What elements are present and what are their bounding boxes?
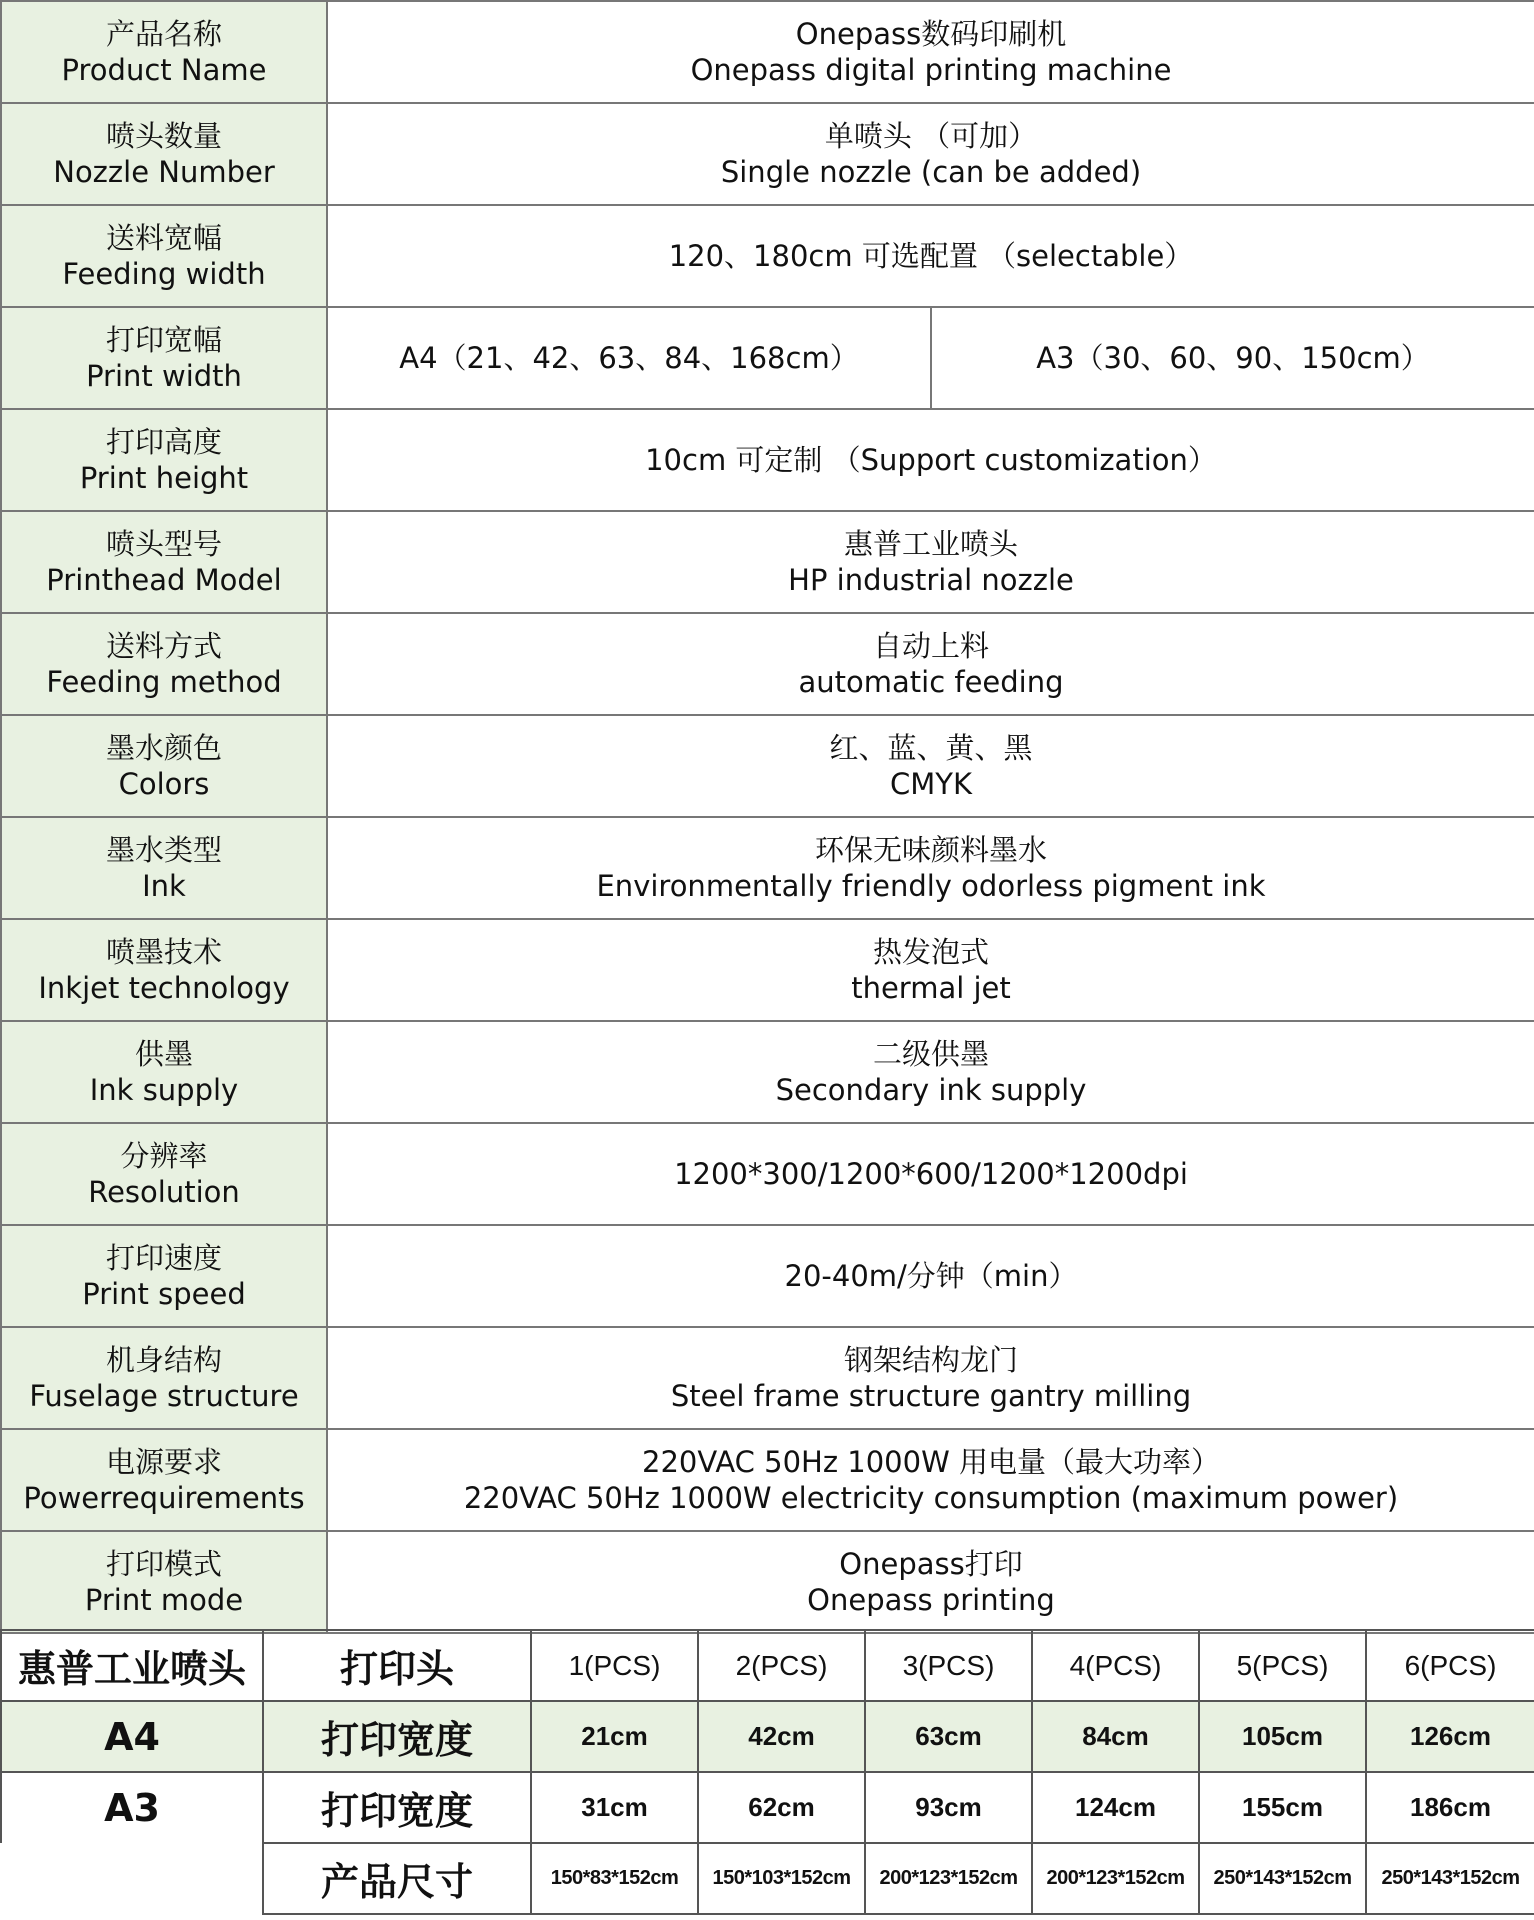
value-zh: 钢架结构龙门 — [843, 1343, 1018, 1377]
label-en: Print mode — [84, 1583, 244, 1617]
a3-width-cell: 124cm — [1032, 1772, 1199, 1843]
value-en: Onepass digital printing machine — [690, 53, 1172, 87]
value-en: 220VAC 50Hz 1000W electricity consumption (maximum power) — [463, 1481, 1399, 1515]
spec-label — [1, 817, 327, 919]
spec-row-print-width — [1, 307, 1534, 409]
value-zh: Onepass打印 — [839, 1547, 1023, 1581]
spec-label — [1, 409, 327, 511]
printhead-header-row — [1, 1630, 1534, 1701]
spec-row-ink-supply — [1, 1021, 1534, 1123]
label-en: Resolution — [88, 1175, 240, 1209]
spec-value: 1200*300/1200*600/1200*1200dpi — [327, 1123, 1534, 1225]
spec-value-a4: A4（21、42、63、84、168cm） — [327, 307, 931, 409]
spec-label — [1, 1531, 327, 1633]
spec-value — [327, 613, 1534, 715]
spec-row-print-mode — [1, 1531, 1534, 1633]
spec-value — [327, 511, 1534, 613]
value-zh: 惠普工业喷头 — [843, 527, 1018, 561]
value-zh: 红、蓝、黄、黑 — [829, 731, 1033, 765]
spec-label — [1, 307, 327, 409]
a4-width-cell: 126cm — [1366, 1701, 1534, 1772]
a4-width-cell: 63cm — [865, 1701, 1032, 1772]
a4-width-cell: 42cm — [698, 1701, 865, 1772]
spec-value — [327, 1327, 1534, 1429]
label-zh: 供墨 — [134, 1037, 193, 1071]
spec-row-colors — [1, 715, 1534, 817]
spec-value — [327, 817, 1534, 919]
label-en: Ink — [142, 869, 186, 903]
spec-value-a3: A3（30、60、90、150cm） — [931, 307, 1534, 409]
value-en: Environmentally friendly odorless pigment ink — [596, 869, 1266, 903]
value-en: CMYK — [889, 767, 972, 801]
product-size-cell: 250*143*152cm — [1366, 1843, 1534, 1914]
a4-row — [1, 1701, 1534, 1772]
value-en: thermal jet — [851, 971, 1011, 1005]
spec-label — [1, 715, 327, 817]
spec-row-fuselage-structure — [1, 1327, 1534, 1429]
printhead-width-table — [0, 1629, 1534, 1915]
spec-row-printhead-model — [1, 511, 1534, 613]
label-en: Feeding width — [62, 257, 266, 291]
spec-label — [1, 613, 327, 715]
a3-row — [1, 1772, 1534, 1843]
a4-width-cell: 84cm — [1032, 1701, 1199, 1772]
product-size-cell: 150*103*152cm — [698, 1843, 865, 1914]
label-zh: 喷墨技术 — [105, 935, 222, 969]
product-size-cell: 200*123*152cm — [865, 1843, 1032, 1914]
head-count-cell: 6(PCS) — [1366, 1630, 1534, 1701]
label-zh: 打印高度 — [105, 425, 222, 459]
label-en: Print speed — [82, 1277, 246, 1311]
value-zh: 二级供墨 — [872, 1037, 989, 1071]
corner-label: 惠普工业喷头 — [1, 1630, 263, 1701]
label-zh: 电源要求 — [105, 1445, 222, 1479]
spec-value — [327, 715, 1534, 817]
a4-label: A4 — [1, 1701, 263, 1772]
product-size-cell: 200*123*152cm — [1032, 1843, 1199, 1914]
spec-label — [1, 1021, 327, 1123]
label-zh: 喷头型号 — [105, 527, 222, 561]
value-en: Secondary ink supply — [775, 1073, 1087, 1107]
head-count-cell: 5(PCS) — [1199, 1630, 1366, 1701]
value-en: Single nozzle (can be added) — [720, 155, 1142, 189]
a3-width-cell: 186cm — [1366, 1772, 1534, 1843]
label-zh: 喷头数量 — [105, 119, 222, 153]
label-en: Colors — [118, 767, 210, 801]
label-zh: 机身结构 — [105, 1343, 222, 1377]
spec-value: 120、180cm 可选配置 （selectable） — [327, 205, 1534, 307]
spec-row-nozzle-number — [1, 103, 1534, 205]
value-zh: 环保无味颜料墨水 — [814, 833, 1047, 867]
spec-label — [1, 1123, 327, 1225]
label-zh: 打印模式 — [105, 1547, 222, 1581]
head-count-cell: 2(PCS) — [698, 1630, 865, 1701]
value-zh: 单喷头 （可加） — [824, 119, 1038, 153]
a3-width-cell: 155cm — [1199, 1772, 1366, 1843]
label-en: Product Name — [61, 53, 267, 87]
label-en: Powerrequirements — [23, 1481, 305, 1515]
a3-width-cell: 62cm — [698, 1772, 865, 1843]
label-zh: 产品名称 — [105, 17, 222, 51]
size-row-blank — [1, 1843, 263, 1914]
value-zh: Onepass数码印刷机 — [795, 17, 1067, 51]
label-zh: 打印宽幅 — [105, 323, 222, 357]
label-en: Print height — [79, 461, 249, 495]
spec-row-inkjet-technology — [1, 919, 1534, 1021]
spec-row-power-requirements — [1, 1429, 1534, 1531]
spec-value: 10cm 可定制 （Support customization） — [327, 409, 1534, 511]
spec-row-feeding-method — [1, 613, 1534, 715]
value-zh: 热发泡式 — [872, 935, 989, 969]
spec-value: 20-40m/分钟（min） — [327, 1225, 1534, 1327]
label-zh: 送料宽幅 — [105, 221, 222, 255]
product-size-cell: 250*143*152cm — [1199, 1843, 1366, 1914]
spec-value — [327, 1, 1534, 103]
a3-width-cell: 93cm — [865, 1772, 1032, 1843]
label-en: Printhead Model — [46, 563, 282, 597]
label-en: Inkjet technology — [38, 971, 290, 1005]
label-en: Fuselage structure — [29, 1379, 299, 1413]
spec-value — [327, 1021, 1534, 1123]
value-en: HP industrial nozzle — [788, 563, 1074, 597]
spec-label — [1, 103, 327, 205]
spec-row-ink — [1, 817, 1534, 919]
spec-label — [1, 1, 327, 103]
a4-width-cell: 105cm — [1199, 1701, 1366, 1772]
spec-row-print-height — [1, 409, 1534, 511]
label-en: Print width — [86, 359, 242, 393]
value-en: Onepass printing — [807, 1583, 1055, 1617]
label-en: Feeding method — [46, 665, 282, 699]
label-en: Nozzle Number — [53, 155, 275, 189]
a3-label: A3 — [1, 1772, 263, 1843]
spec-row-feeding-width — [1, 205, 1534, 307]
spec-label — [1, 1225, 327, 1327]
head-count-cell: 4(PCS) — [1032, 1630, 1199, 1701]
a3-sub-label: 打印宽度 — [263, 1772, 531, 1843]
a4-sub-label: 打印宽度 — [263, 1701, 531, 1772]
spec-row-product-name — [1, 1, 1534, 103]
spec-row-print-speed — [1, 1225, 1534, 1327]
value-en: Steel frame structure gantry milling — [670, 1379, 1192, 1413]
a3-width-cell: 31cm — [531, 1772, 698, 1843]
value-zh: 220VAC 50Hz 1000W 用电量（最大功率） — [642, 1445, 1220, 1479]
spec-value — [327, 919, 1534, 1021]
size-sub-label: 产品尺寸 — [263, 1843, 531, 1914]
spec-label — [1, 205, 327, 307]
header-label: 打印头 — [263, 1630, 531, 1701]
spec-label — [1, 511, 327, 613]
value-zh: 自动上料 — [872, 629, 989, 663]
size-row — [1, 1843, 1534, 1914]
label-zh: 墨水类型 — [105, 833, 222, 867]
product-size-cell: 150*83*152cm — [531, 1843, 698, 1914]
spec-value — [327, 1531, 1534, 1633]
head-count-cell: 1(PCS) — [531, 1630, 698, 1701]
spec-value — [327, 1429, 1534, 1531]
value-en: automatic feeding — [798, 665, 1064, 699]
label-zh: 打印速度 — [105, 1241, 222, 1275]
label-zh: 送料方式 — [105, 629, 222, 663]
a4-width-cell: 21cm — [531, 1701, 698, 1772]
label-zh: 墨水颜色 — [105, 731, 222, 765]
label-zh: 分辨率 — [120, 1139, 208, 1173]
spec-label — [1, 1327, 327, 1429]
head-count-cell: 3(PCS) — [865, 1630, 1032, 1701]
spec-value — [327, 103, 1534, 205]
label-en: Ink supply — [89, 1073, 239, 1107]
spec-row-resolution — [1, 1123, 1534, 1225]
spec-label — [1, 919, 327, 1021]
spec-label — [1, 1429, 327, 1531]
